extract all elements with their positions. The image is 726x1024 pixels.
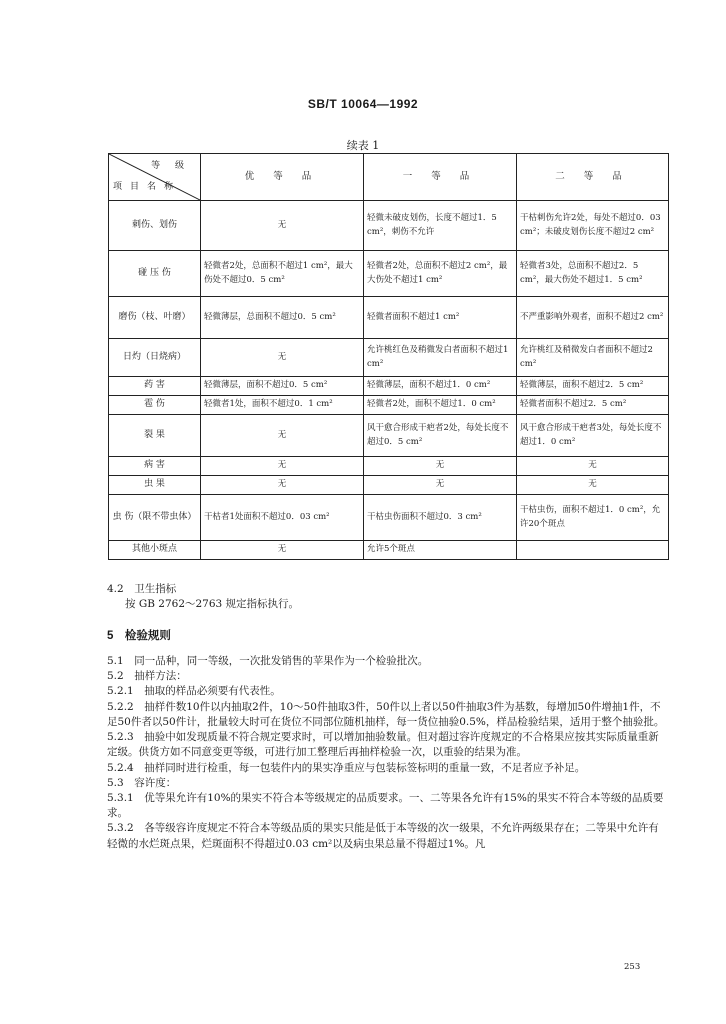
table-row bbox=[109, 476, 669, 495]
table-row bbox=[109, 251, 669, 297]
col-header-first: 一 等 品 bbox=[364, 154, 517, 201]
cell-second: 风干愈合形成干疤者3处，每处长度不超过1．0 cm² bbox=[517, 415, 669, 457]
cell-superior: 无 bbox=[201, 201, 364, 251]
cell-first: 允许5个斑点 bbox=[364, 541, 517, 560]
clause-5-2-1: 5.2.1 抽取的样品必须要有代表性。 bbox=[107, 685, 281, 698]
row-name: 碰 压 伤 bbox=[109, 251, 201, 297]
col-header-second: 二 等 品 bbox=[517, 154, 669, 201]
row-name: 虫 果 bbox=[109, 476, 201, 495]
cell-superior: 轻微薄层，总面积不超过0．5 cm² bbox=[201, 297, 364, 339]
grade-table bbox=[108, 153, 669, 560]
col-header-superior: 优 等 品 bbox=[201, 154, 364, 201]
cell-second bbox=[517, 541, 669, 560]
row-name: 磨伤（枝、叶磨） bbox=[109, 297, 201, 339]
diagonal-header-cell bbox=[109, 154, 201, 201]
section-4-2-heading: 4.2 卫生指标 bbox=[107, 583, 177, 595]
cell-first: 无 bbox=[364, 457, 517, 476]
cell-superior: 轻微者2处，总面积不超过1 cm²，最大伤处不超过0．5 cm² bbox=[201, 251, 364, 297]
clause-5-2: 5.2 抽样方法： bbox=[107, 670, 187, 683]
cell-second: 干枯刺伤允许2处，每处不超过0．03 cm²；未破皮划伤长度不超过2 cm² bbox=[517, 201, 669, 251]
cell-superior: 无 bbox=[201, 415, 364, 457]
table-row bbox=[109, 495, 669, 541]
row-name: 日灼（日烧病） bbox=[109, 339, 201, 377]
table-row bbox=[109, 377, 669, 396]
table-row bbox=[109, 396, 669, 415]
table-row bbox=[109, 201, 669, 251]
cell-first: 无 bbox=[364, 476, 517, 495]
row-name: 其他小斑点 bbox=[109, 541, 201, 560]
clause-5-3-2: 5.3.2 各等级容许度规定不符合本等级品质的果实只能是低于本等级的次一级果，不允许两级果存在；二等果中允许有轻微的水烂斑点果，烂斑面积不得超过0.03 cm²以及病虫果总量不得超过1%。凡 bbox=[107, 822, 659, 850]
row-name: 药 害 bbox=[109, 377, 201, 396]
cell-superior: 无 bbox=[201, 541, 364, 560]
row-name: 虫 伤（限不带虫体） bbox=[109, 495, 201, 541]
cell-superior: 轻微薄层，面积不超过0．5 cm² bbox=[201, 377, 364, 396]
row-name: 雹 伤 bbox=[109, 396, 201, 415]
clause-5-2-2: 5.2.2 抽样件数10件以内抽取2件，10～50件抽取3件，50件以上者以50件抽取3件为基数，每增加50件增抽1件，不足50件者以50件计，批量较大时可在货位不同部位随机抽样，每一货位抽验0.5%，样品检验结果，适用于整个抽验批。 bbox=[107, 700, 665, 728]
row-name: 裂 果 bbox=[109, 415, 201, 457]
cell-second: 轻微薄层，面积不超过2．5 cm² bbox=[517, 377, 669, 396]
table-row bbox=[109, 415, 669, 457]
page-number: 253 bbox=[624, 962, 641, 972]
clause-5-1: 5.1 同一品种，同一等级，一次批发销售的苹果作为一个检验批次。 bbox=[107, 655, 429, 667]
cell-superior: 无 bbox=[201, 457, 364, 476]
clause-5-2-3: 5.2.3 抽验中如发现质量不符合规定要求时，可以增加抽验数量。但对超过容许度规定的不合格果应按其实际质量重新定级。供货方如不同意变更等级，可进行加工整理后再抽样检验一次，以重验的结果为准。 bbox=[107, 731, 659, 759]
row-name: 刺伤、划伤 bbox=[109, 201, 201, 251]
section-4-2 bbox=[107, 582, 667, 612]
table-caption: 续表 1 bbox=[346, 139, 380, 152]
clause-5-3: 5.3 容许度： bbox=[107, 776, 177, 789]
header-grade-label: 等 级 bbox=[151, 161, 190, 171]
cell-superior: 轻微者1处，面积不超过0．1 cm² bbox=[201, 396, 364, 415]
cell-superior: 无 bbox=[201, 339, 364, 377]
section-5-body bbox=[107, 654, 667, 852]
table-row bbox=[109, 457, 669, 476]
table-header-row bbox=[109, 154, 669, 201]
cell-first: 轻微未破皮划伤，长度不超过1．5 cm²，刺伤不允许 bbox=[364, 201, 517, 251]
cell-first: 允许桃红色及稍微发白者面积不超过1 cm² bbox=[364, 339, 517, 377]
cell-first: 轻微者面积不超过1 cm² bbox=[364, 297, 517, 339]
cell-second: 干枯虫伤，面积不超过1．0 cm²，允许20个斑点 bbox=[517, 495, 669, 541]
cell-second: 不严重影响外观者，面积不超过2 cm² bbox=[517, 297, 669, 339]
cell-first: 轻微者2处，面积不超过1．0 cm² bbox=[364, 396, 517, 415]
table-row bbox=[109, 339, 669, 377]
cell-first: 风干愈合形成干疤者2处，每处长度不超过0．5 cm² bbox=[364, 415, 517, 457]
table-row bbox=[109, 297, 669, 339]
cell-superior: 无 bbox=[201, 476, 364, 495]
clause-5-2-4: 5.2.4 抽样同时进行检重，每一包装件内的果实净重应与包装标签标明的重量一致，不足者应予补足。 bbox=[107, 761, 586, 774]
row-name: 病 害 bbox=[109, 457, 201, 476]
cell-first: 轻微薄层，面积不超过1．0 cm² bbox=[364, 377, 517, 396]
section-4-2-body: 按 GB 2762～2763 规定指标执行。 bbox=[125, 598, 300, 611]
cell-second: 轻微者面积不超过2．5 cm² bbox=[517, 396, 669, 415]
cell-first: 轻微者2处，总面积不超过2 cm²，最大伤处不超过1 cm² bbox=[364, 251, 517, 297]
cell-second: 轻微者3处，总面积不超过2．5 cm²，最大伤处不超过1．5 cm² bbox=[517, 251, 669, 297]
table-row bbox=[109, 541, 669, 560]
cell-second: 无 bbox=[517, 476, 669, 495]
cell-first: 干枯虫伤面积不超过0．3 cm² bbox=[364, 495, 517, 541]
standard-header: SB/T 10064—1992 bbox=[307, 97, 419, 111]
clause-5-3-1: 5.3.1 优等果允许有10%的果实不符合本等级规定的品质要求。一、二等果各允许有15%的果实不符合本等级的品质要求。 bbox=[107, 791, 664, 820]
cell-superior: 干枯者1处面积不超过0．03 cm² bbox=[201, 495, 364, 541]
section-5 bbox=[107, 628, 667, 645]
section-5-heading: 5 检验规则 bbox=[107, 630, 171, 642]
cell-second: 无 bbox=[517, 457, 669, 476]
header-item-label: 项目名称 bbox=[113, 182, 182, 193]
cell-second: 允许桃红及稍微发白者面积不超过2 cm² bbox=[517, 339, 669, 377]
